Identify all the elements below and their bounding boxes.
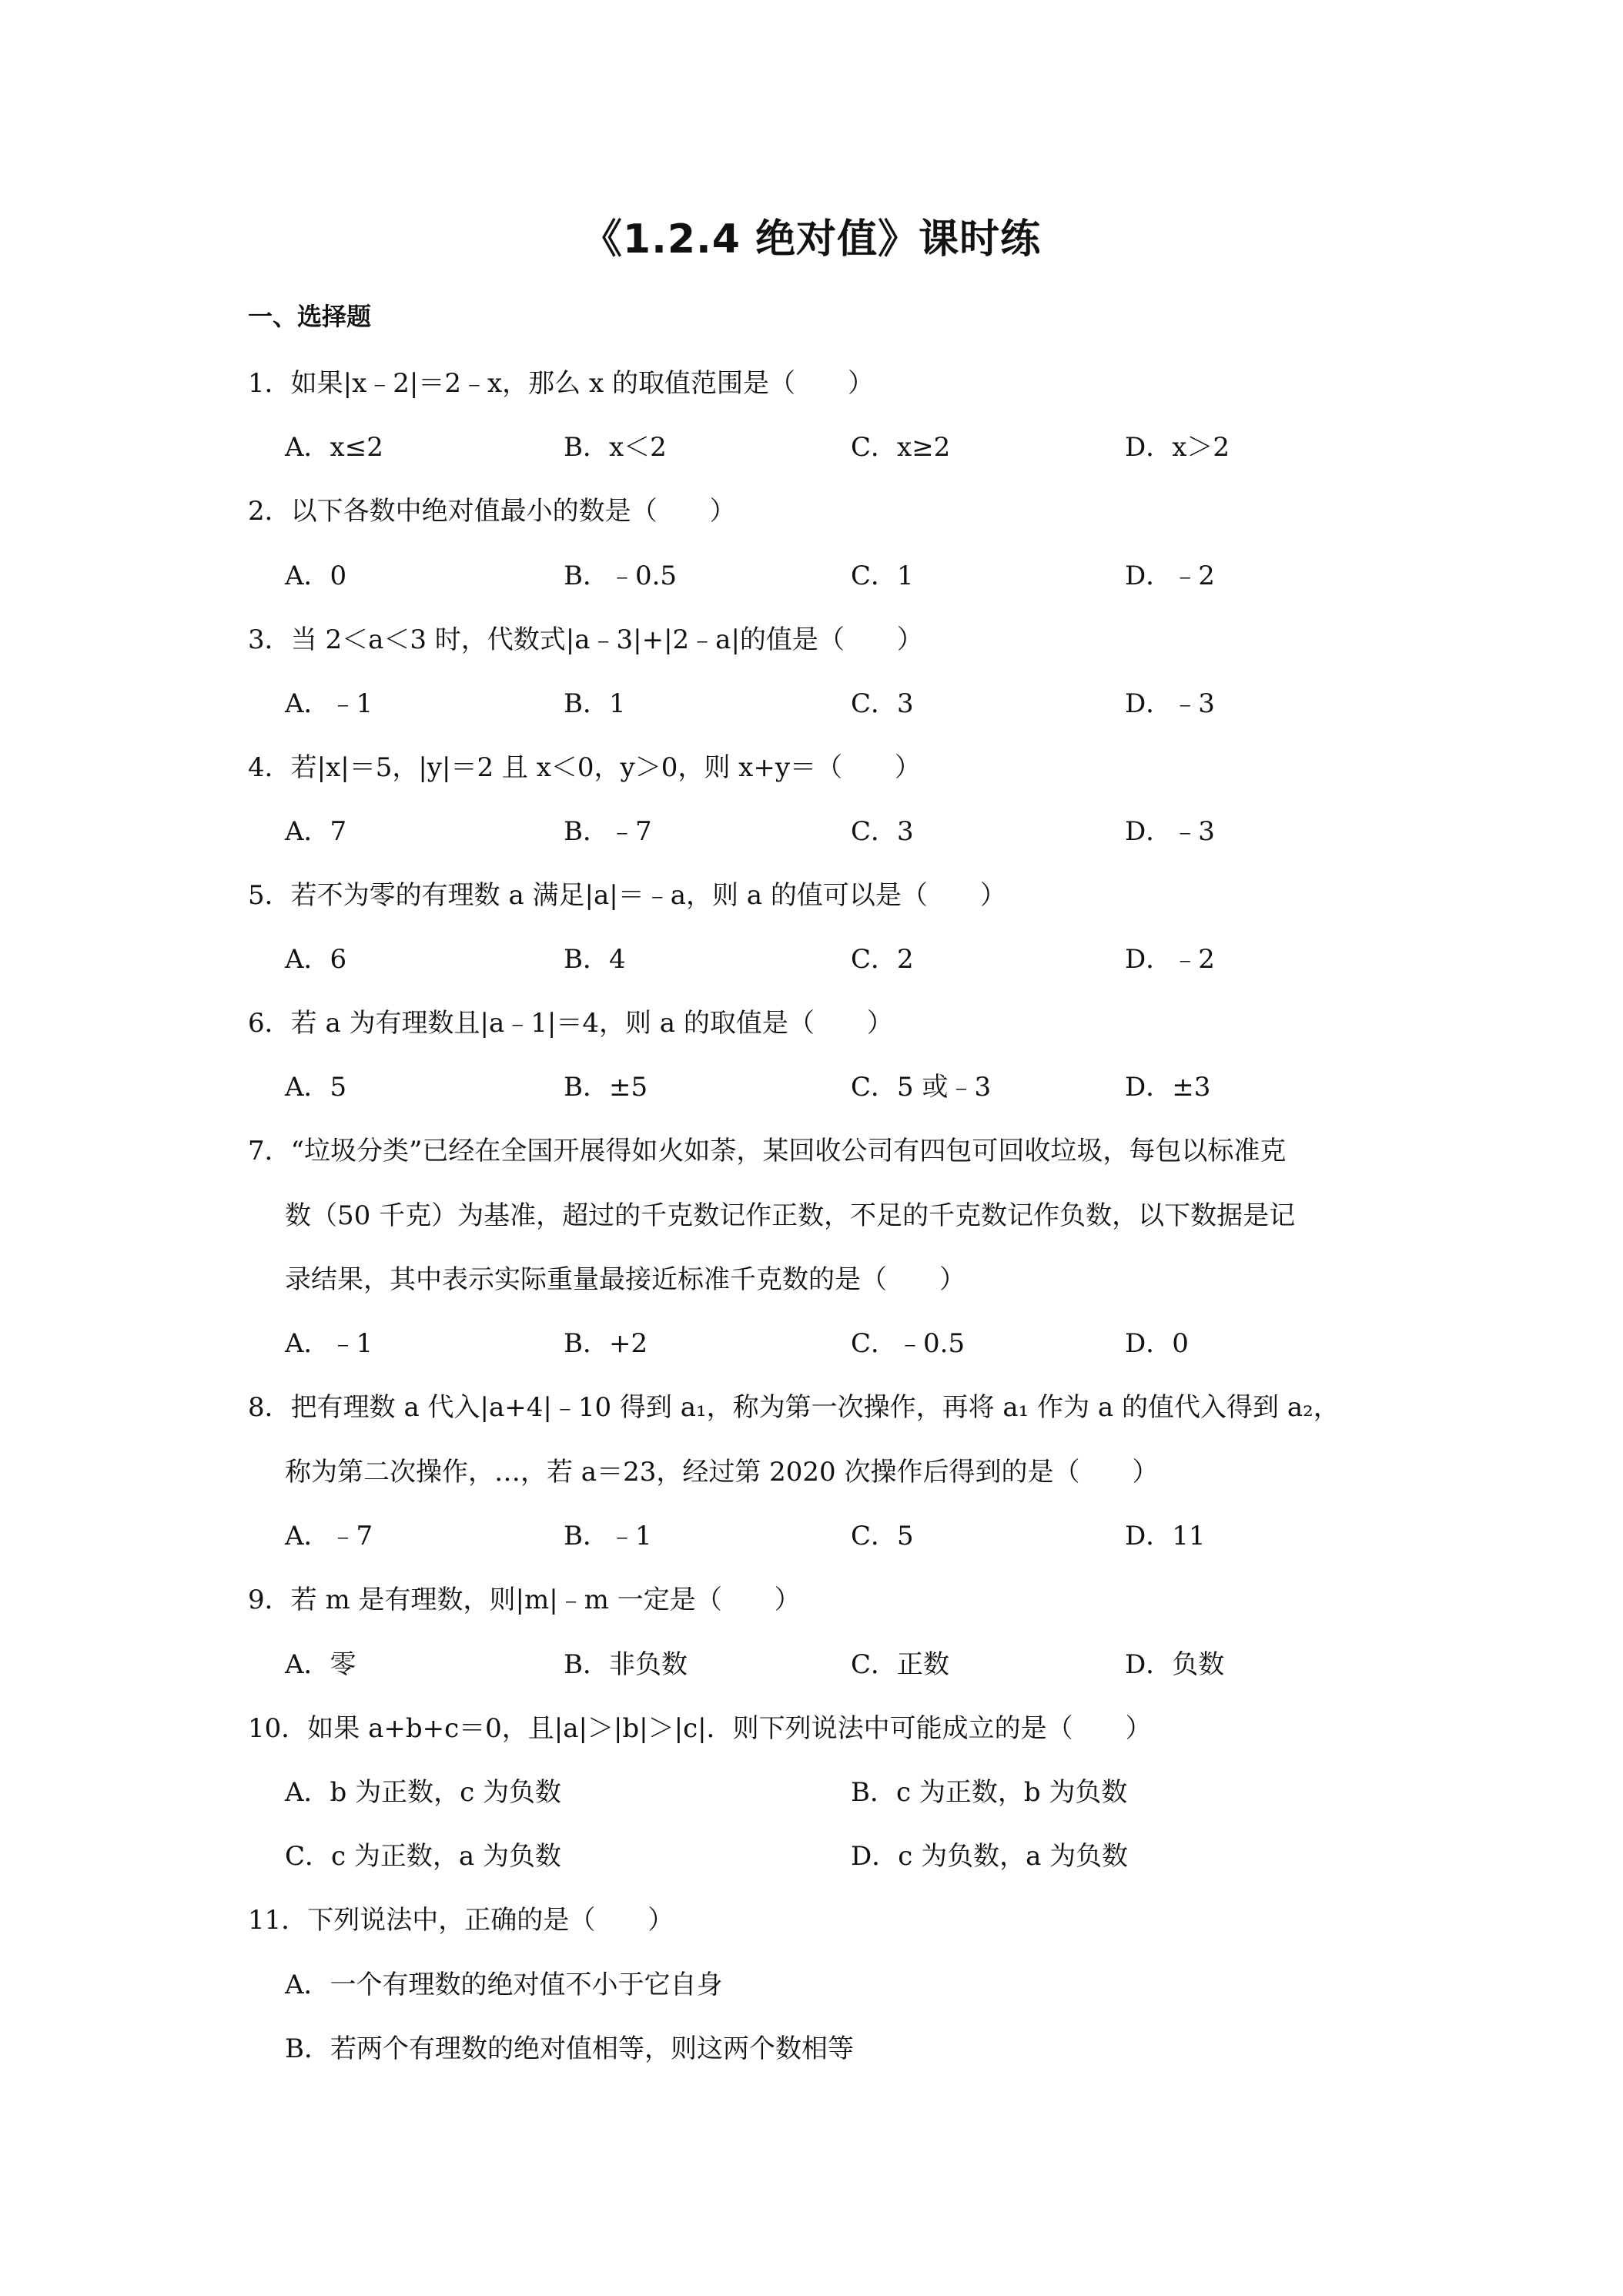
q7-option-d: D．0 bbox=[1125, 1328, 1189, 1359]
q10-option-d: D．c 为负数，a 为负数 bbox=[851, 1841, 1129, 1872]
question-7-line-2: 数（50 千克）为基准，超过的千克数记作正数，不足的千克数记作负数，以下数据是记 bbox=[285, 1200, 1296, 1231]
question-number: 5． bbox=[248, 880, 291, 911]
question-10-stem bbox=[248, 1707, 1152, 1745]
q1-option-c: C．x≥2 bbox=[851, 432, 951, 463]
question-9-stem bbox=[248, 1578, 801, 1616]
q8-option-b: B．﹣1 bbox=[564, 1521, 652, 1551]
question-8-stem bbox=[248, 1386, 1340, 1424]
question-number: 6． bbox=[248, 1008, 291, 1039]
q11-option-a: A．一个有理数的绝对值不小于它自身 bbox=[285, 1970, 723, 2000]
question-number: 3． bbox=[248, 624, 291, 655]
question-number: 7． bbox=[248, 1136, 291, 1166]
question-number: 9． bbox=[248, 1585, 291, 1615]
q10-option-b: B．c 为正数，b 为负数 bbox=[851, 1777, 1128, 1808]
q8-option-d: D．11 bbox=[1125, 1521, 1206, 1551]
q6-option-a: A．5 bbox=[285, 1072, 347, 1103]
q5-option-a: A．6 bbox=[285, 944, 347, 975]
question-text: 以下各数中绝对值最小的数是（ ） bbox=[290, 496, 736, 527]
q9-option-c: C．正数 bbox=[851, 1649, 950, 1680]
q6-option-d: D．±3 bbox=[1125, 1072, 1211, 1103]
q3-option-a: A．﹣1 bbox=[285, 688, 373, 719]
question-text: “垃圾分类”已经在全国开展得如火如荼，某回收公司有四包可回收垃圾，每包以标准克 bbox=[290, 1136, 1287, 1166]
q8-option-a: A．﹣7 bbox=[285, 1521, 373, 1551]
q2-option-d: D．﹣2 bbox=[1125, 561, 1215, 591]
page-title: 《1.2.4 绝对值》课时练 bbox=[581, 216, 1042, 263]
q9-option-d: D．负数 bbox=[1125, 1649, 1225, 1680]
q7-option-c: C．﹣0.5 bbox=[851, 1328, 965, 1359]
q7-option-b: B．+2 bbox=[564, 1328, 648, 1359]
q6-option-b: B．±5 bbox=[564, 1072, 648, 1103]
q6-option-c: C．5 或﹣3 bbox=[851, 1072, 992, 1103]
q5-option-b: B．4 bbox=[564, 944, 626, 975]
q4-option-d: D．﹣3 bbox=[1125, 816, 1215, 847]
q10-option-a: A．b 为正数，c 为负数 bbox=[285, 1777, 561, 1808]
q4-option-c: C．3 bbox=[851, 816, 914, 847]
question-4-stem bbox=[248, 746, 921, 784]
q4-option-b: B．﹣7 bbox=[564, 816, 652, 847]
question-text: 把有理数 a 代入|a+4|﹣10 得到 a₁，称为第一次操作，再将 a₁ 作为 a 的值代入得到 a₂， bbox=[290, 1392, 1340, 1423]
q10-option-c: C．c 为正数，a 为负数 bbox=[285, 1841, 561, 1872]
question-7-stem bbox=[248, 1130, 1286, 1167]
question-number: 11． bbox=[248, 1905, 308, 1936]
question-number: 2． bbox=[248, 496, 291, 527]
question-text: 当 2＜a＜3 时，代数式|a﹣3|+|2﹣a|的值是（ ） bbox=[290, 624, 923, 655]
question-number: 4． bbox=[248, 752, 291, 783]
q1-option-b: B．x＜2 bbox=[564, 432, 667, 463]
question-1-stem bbox=[248, 362, 874, 400]
question-text: 如果|x﹣2|＝2﹣x，那么 x 的取值范围是（ ） bbox=[290, 368, 874, 399]
q5-option-d: D．﹣2 bbox=[1125, 944, 1215, 975]
question-8-line-2: 称为第二次操作，…，若 a＝23，经过第 2020 次操作后得到的是（ ） bbox=[285, 1457, 1159, 1488]
question-text: 若|x|＝5，|y|＝2 且 x＜0，y＞0，则 x+y＝（ ） bbox=[290, 752, 922, 783]
question-6-stem bbox=[248, 1002, 893, 1039]
q2-option-b: B．﹣0.5 bbox=[564, 561, 678, 591]
question-number: 1． bbox=[248, 368, 291, 399]
q8-option-c: C．5 bbox=[851, 1521, 914, 1551]
q9-option-a: A．零 bbox=[285, 1649, 356, 1680]
question-11-stem bbox=[248, 1899, 674, 1936]
q1-option-a: A．x≤2 bbox=[285, 432, 383, 463]
q5-option-c: C．2 bbox=[851, 944, 914, 975]
q3-option-b: B．1 bbox=[564, 688, 626, 719]
q3-option-c: C．3 bbox=[851, 688, 914, 719]
question-3-stem bbox=[248, 618, 923, 656]
question-text: 若 m 是有理数，则|m|﹣m 一定是（ ） bbox=[290, 1585, 801, 1615]
question-text: 若 a 为有理数且|a﹣1|＝4，则 a 的取值是（ ） bbox=[290, 1008, 893, 1039]
question-text: 下列说法中，正确的是（ ） bbox=[307, 1905, 674, 1936]
q2-option-c: C．1 bbox=[851, 561, 914, 591]
question-text: 如果 a+b+c＝0，且|a|＞|b|＞|c|．则下列说法中可能成立的是（ ） bbox=[307, 1713, 1152, 1744]
q2-option-a: A．0 bbox=[285, 561, 347, 591]
question-text: 若不为零的有理数 a 满足|a|＝﹣a，则 a 的值可以是（ ） bbox=[290, 880, 1006, 911]
q9-option-b: B．非负数 bbox=[564, 1649, 688, 1680]
question-7-line-3: 录结果，其中表示实际重量最接近标准千克数的是（ ） bbox=[285, 1264, 965, 1295]
q3-option-d: D．﹣3 bbox=[1125, 688, 1215, 719]
question-number: 8． bbox=[248, 1392, 291, 1423]
section-heading: 一、选择题 bbox=[248, 302, 372, 331]
q4-option-a: A．7 bbox=[285, 816, 347, 847]
question-number: 10． bbox=[248, 1713, 308, 1744]
q7-option-a: A．﹣1 bbox=[285, 1328, 373, 1359]
question-2-stem bbox=[248, 490, 736, 527]
question-5-stem bbox=[248, 874, 1006, 912]
q11-option-b: B．若两个有理数的绝对值相等，则这两个数相等 bbox=[285, 2033, 854, 2064]
q1-option-d: D．x＞2 bbox=[1125, 432, 1230, 463]
